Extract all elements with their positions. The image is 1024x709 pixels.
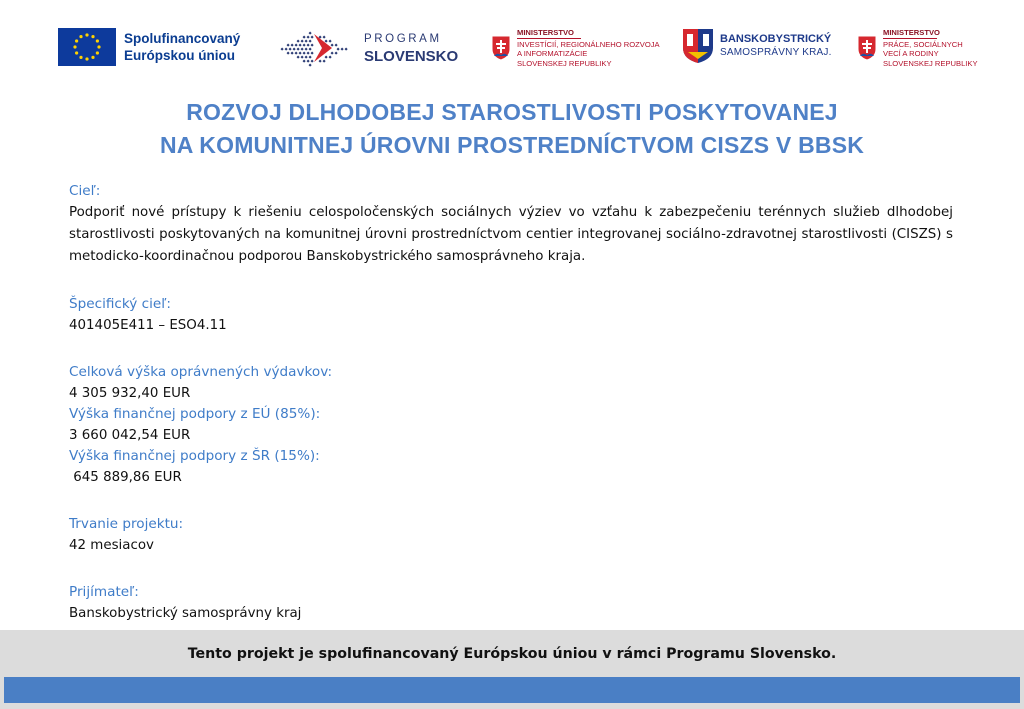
eu-logo-line2: Európskou úniou [124, 48, 235, 63]
ministry1-line2: A INFORMATIZÁCIE [517, 49, 588, 59]
logo-strip [0, 0, 1024, 85]
total-expenses-value: 4 305 932,40 EUR [69, 386, 191, 401]
title-line2: NA KOMUNITNEJ ÚROVNI PROSTREDNÍCTVOM CISZS V BBSK [159, 132, 865, 158]
duration-value: 42 mesiacov [69, 538, 154, 553]
region-logo [682, 28, 832, 64]
eu-logo [58, 28, 240, 66]
recipient-label: Prijímateľ: [69, 584, 139, 600]
region-logo-line1: BANSKOBYSTRICKÝ [720, 33, 832, 45]
footer-text: Tento projekt je spolufinancovaný Európskou úniou v rámci Programu Slovensko. [187, 646, 837, 662]
recipient-value: Banskobystrický samosprávny kraj [69, 606, 302, 621]
program-logo-line1: PROGRAM [364, 33, 442, 45]
footer [0, 630, 1024, 709]
ministry1-head: MINISTERSTVO [517, 28, 574, 37]
eu-support-label: Výška finančnej podpory z EÚ (85%): [69, 406, 321, 422]
duration-label: Trvanie projektu: [69, 516, 184, 532]
total-expenses-label: Celková výška oprávnených výdavkov: [69, 364, 333, 380]
sr-support-value: 645 889,86 EUR [69, 470, 182, 485]
goal-text: Podporiť nové prístupy k riešeniu celospoločenských sociálnych výziev vo vzťahu k zabezpečeniu terénnych služieb dlhodobej starostlivosti poskytovaných na komunitnej úrovni prostredníctvom centier integrovanej sociálno-zdravotnej starostlivosti (CISZS) s metodicko-koordinačnou podporou Banskobystrického samosprávneho kraja. [69, 205, 953, 264]
ministry2-head: MINISTERSTVO [883, 28, 940, 37]
program-logo-line2: SLOVENSKO [364, 48, 459, 65]
ministry2-line3: SLOVENSKEJ REPUBLIKY [883, 58, 978, 68]
ministry-labour-logo [857, 28, 978, 68]
ministry2-line1: PRÁCE, SOCIÁLNYCH [883, 40, 963, 50]
page-title [0, 96, 1024, 162]
footer-bar [4, 677, 1020, 703]
eu-logo-line1: Spolufinancovaný [124, 31, 241, 46]
specific-goal-value: 401405E411 – ESO4.11 [69, 318, 227, 333]
ministry1-line1: INVESTÍCIÍ, REGIONÁLNEHO ROZVOJA [517, 40, 660, 50]
region-logo-line2: SAMOSPRÁVNY KRAJ. [720, 47, 832, 58]
slovak-coat-of-arms-icon [491, 35, 511, 61]
sr-support-label: Výška finančnej podpory z ŠR (15%): [69, 448, 320, 464]
slovak-coat-of-arms-icon [857, 35, 877, 61]
region-coat-of-arms-icon [682, 28, 714, 64]
specific-goal-label: Špecifický cieľ: [69, 296, 171, 312]
eu-flag-icon [58, 28, 116, 66]
goal-label: Cieľ: [69, 183, 101, 199]
project-details [69, 181, 953, 624]
program-slovensko-logo [278, 28, 458, 68]
ministry2-line2: VECÍ A RODINY [883, 49, 939, 59]
program-slovensko-icon [278, 28, 356, 68]
title-line1: ROZVOJ DLHODOBEJ STAROSTLIVOSTI POSKYTOVANEJ [186, 99, 838, 125]
ministry-investment-logo [491, 28, 660, 68]
eu-support-value: 3 660 042,54 EUR [69, 428, 191, 443]
ministry1-line3: SLOVENSKEJ REPUBLIKY [517, 58, 612, 68]
